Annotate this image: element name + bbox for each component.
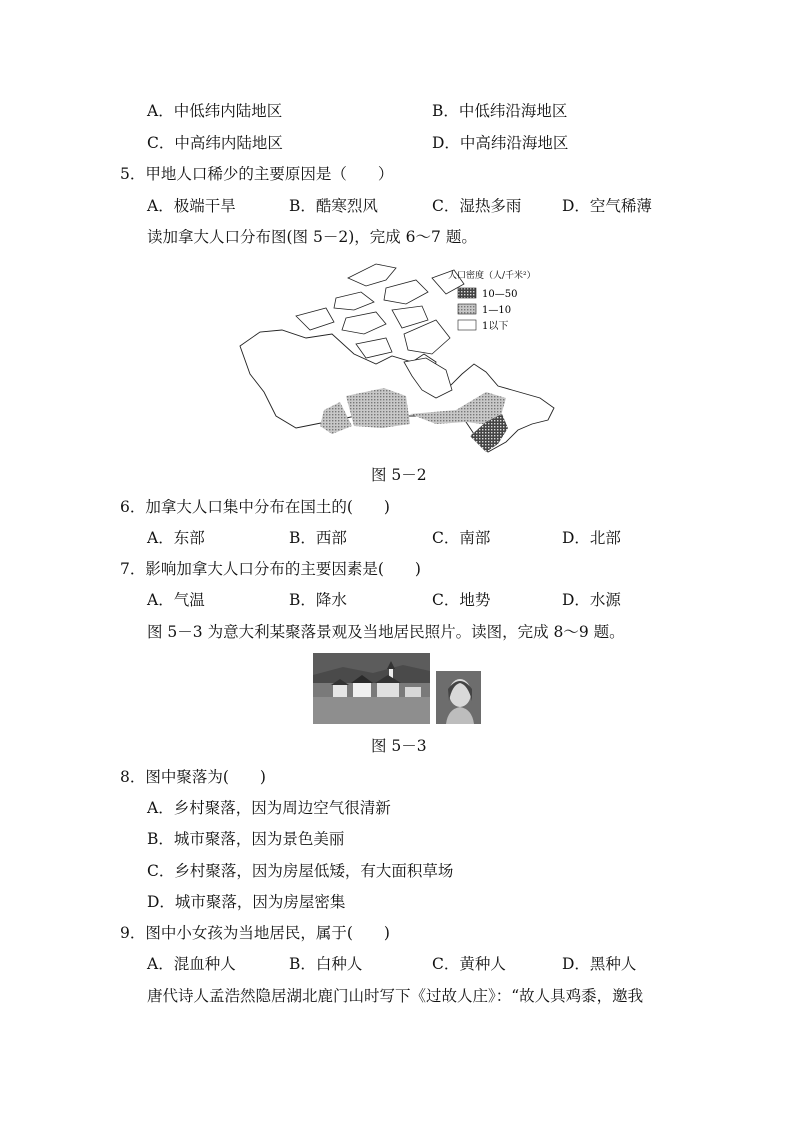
q5-option-b: B．酷寒烈风 [289,197,378,215]
q8-option-d: D．城市聚落，因为房屋密集 [147,893,346,911]
q6-option-b: B．西部 [289,529,347,547]
q5-option-d: D．空气稀薄 [562,197,652,215]
density-region-1-10-prairie [346,388,410,428]
q9-stem: 9．图中小女孩为当地居民，属于( ) [120,924,390,942]
q6-option-a: A．东部 [147,529,205,547]
q7-stem: 7．影响加拿大人口分布的主要因素是( ) [120,560,421,578]
legend-label-sparse: 1以下 [482,321,509,332]
q7-option-d: D．水源 [562,591,621,609]
q6-stem: 6．加拿大人口集中分布在国土的( ) [120,498,390,516]
q7-option-a: A．气温 [147,591,205,609]
q4-option-d: D．中高纬沿海地区 [432,134,569,152]
q4-option-b: B．中低纬沿海地区 [432,102,568,120]
italian-settlement-photo [313,653,430,724]
q7-option-b: B．降水 [289,591,347,609]
canada-population-map [236,258,560,454]
intro-8-9: 图 5－3 为意大利某聚落景观及当地居民照片。读图，完成 8～9 题。 [147,623,625,641]
q4-option-c: C．中高纬内陆地区 [147,134,283,152]
q5-option-c: C．湿热多雨 [432,197,522,215]
q9-option-d: D．黑种人 [562,955,637,973]
q6-option-d: D．北部 [562,529,621,547]
q7-option-c: C．地势 [432,591,491,609]
canada-mainland [240,330,554,452]
legend-swatch-medium [458,304,476,314]
legend-swatch-sparse [458,320,476,330]
legend-label-dense: 10—50 [482,289,518,300]
q5-stem: 5．甲地人口稀少的主要原因是（ ） [120,165,394,183]
q5-option-a: A．极端干旱 [147,197,236,215]
q4-option-a: A．中低纬内陆地区 [147,102,283,120]
q6-option-c: C．南部 [432,529,491,547]
local-girl-photo [436,671,481,724]
q8-stem: 8．图中聚落为( ) [120,768,266,786]
figure-5-3-caption: 图 5－3 [371,737,427,755]
q8-option-c: C．乡村聚落，因为房屋低矮，有大面积草场 [147,862,454,880]
q9-option-a: A．混血种人 [147,955,236,973]
intro-6-7: 读加拿大人口分布图(图 5－2)，完成 6～7 题。 [147,228,477,246]
q8-option-a: A．乡村聚落，因为周边空气很清新 [147,799,391,817]
legend-swatch-dense [458,288,476,298]
q8-option-b: B．城市聚落，因为景色美丽 [147,830,345,848]
intro-10: 唐代诗人孟浩然隐居湖北鹿门山时写下《过故人庄》：“故人具鸡黍，邀我 [147,987,644,1005]
legend-label-medium: 1—10 [482,305,512,316]
map-legend-title: 人口密度（人/千米²） [448,271,536,281]
q9-option-c: C．黄种人 [432,955,506,973]
figure-5-2-caption: 图 5－2 [371,466,427,484]
q9-option-b: B．白种人 [289,955,363,973]
